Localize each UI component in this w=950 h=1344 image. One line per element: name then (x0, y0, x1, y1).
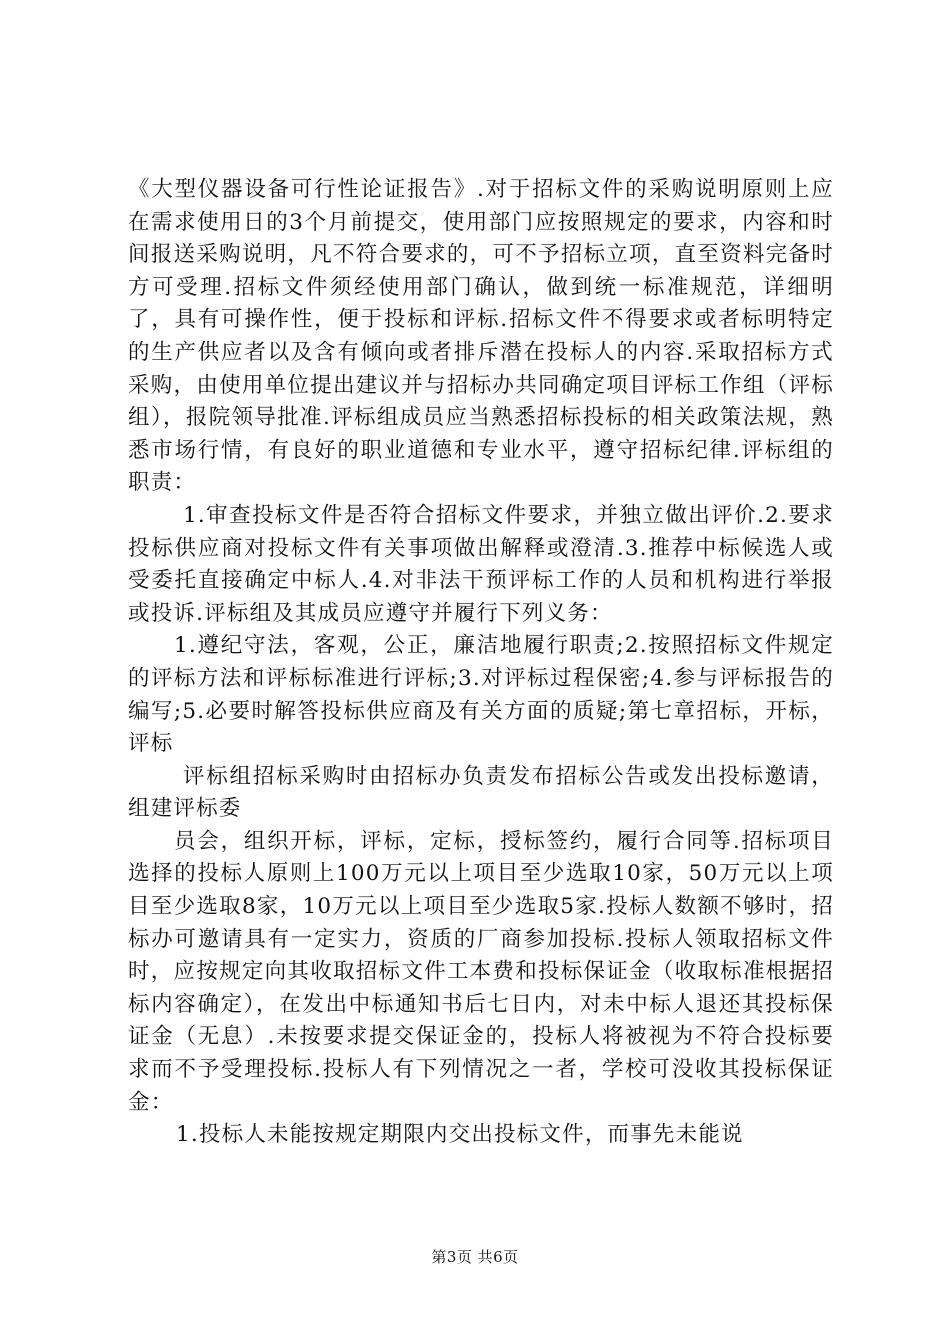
page-number-footer: 第3页 共6页 (431, 1248, 519, 1266)
paragraph-procurement-intro: 《大型仪器设备可行性论证报告》.对于招标文件的采购说明原则上应在需求使用日的3个月前提交，使用部门应按照规定的要求，内容和时间报送采购说明，凡不符合要求的，可不予招标立项，直至资料完备时方可受理.招标文件须经使用部门确认，做到统一标准规范，详细明了，具有可操作性，便于投标和评标.招标文件不得要求或者标明特定的生产供应者以及含有倾向或者排斥潜在投标人的内容.采取招标方式采购，由使用单位提出建议并与招标办共同确定项目评标工作组（评标组），报院领导批准.评标组成员应当熟悉招标投标的相关政策法规，熟悉市场行情，有良好的职业道德和专业水平，遵守招标纪律.评标组的职责： (128, 177, 834, 496)
document-body (128, 174, 834, 1152)
paragraph-committee-procedures: 员会，组织开标，评标，定标，授标签约，履行合同等.招标项目选择的投标人原则上100万元以上项目至少选取10家，50万元以上项目至少选取8家，10万元以上项目至少选取5家.投标人数额不够时，招标办可邀请具有一定实力，资质的厂商参加投标.投标人领取招标文件时，应按规定向其收取招标文件工本费和投标保证金（收取标准根据招标内容确定），在发出中标通知书后七日内，对未中标人退还其投标保证金（无息）.未按要求提交保证金的，投标人将被视为不符合投标要求而不予受理投标.投标人有下列情况之一者，学校可没收其投标保证金： (128, 828, 834, 1115)
paragraph-evaluation-obligations: 1.遵纪守法，客观，公正，廉洁地履行职责;2.按照招标文件规定的评标方法和评标标准进行评标;3.对评标过程保密;4.参与评标报告的编写;5.必要时解答投标供应商及有关方面的质疑;第七章招标，开标，评标 (128, 633, 834, 757)
paragraph-evaluation-duties: 1.审查投标文件是否符合招标文件要求，并独立做出评价.2.要求投标供应商对投标文件有关事项做出解释或澄清.3.推荐中标候选人或受委托直接确定中标人.4.对非法干预评标工作的人员和机构进行举报或投诉.评标组及其成员应遵守并履行下列义务： (128, 502, 834, 626)
paragraph-bid-invitation: 评标组招标采购时由招标办负责发布招标公告或发出投标邀请，组建评标委 (128, 763, 834, 822)
paragraph-deposit-forfeit: 1.投标人未能按规定期限内交出投标文件，而事先未能说 (176, 1122, 744, 1148)
